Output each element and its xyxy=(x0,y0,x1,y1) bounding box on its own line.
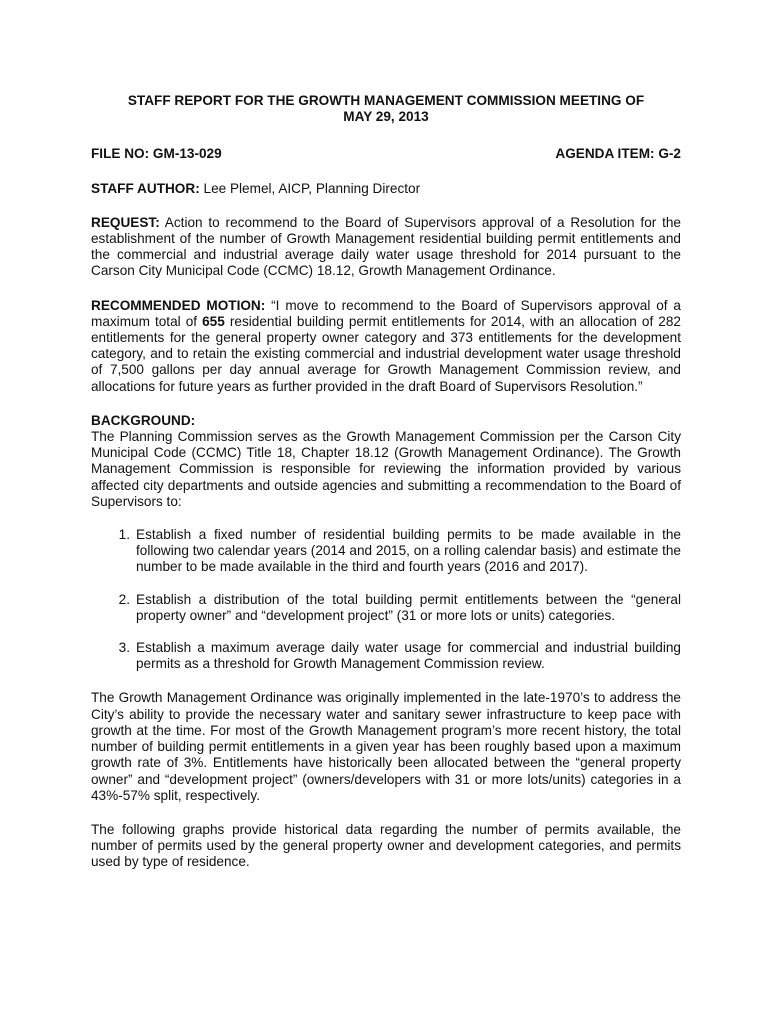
motion-label: RECOMMENDED MOTION: xyxy=(91,297,266,313)
list-item-number: 3. xyxy=(118,640,130,656)
staff-author-label: STAFF AUTHOR: xyxy=(91,180,200,196)
list-item xyxy=(91,592,681,624)
staff-author xyxy=(91,181,681,197)
agenda-item: AGENDA ITEM: G-2 xyxy=(555,146,681,162)
list-item xyxy=(91,640,681,672)
file-agenda-row xyxy=(91,146,681,162)
request-text: Action to recommend to the Board of Supervisors approval of a Resolution for the establishment of the number of Growth Management residential building permit entitlements and the commercial and industrial average daily water usage threshold for 2014 pursuant to the Carson City Municipal Code (CCMC) 18.12, Growth Management Ordinance. xyxy=(91,214,681,279)
ordinance-history-paragraph: The Growth Management Ordinance was originally implemented in the late-1970’s to address the City’s ability to provide the necessary water and sanitary sewer infrastructure to keep pace with growth at the time. For most of the Growth Management program’s more recent history, the total number of building permit entitlements in a given year has been roughly based upon a maximum growth rate of 3%. Entitlements have historically been allocated between the “general property owner” and “development project” (owners/developers with 31 or more lots/units) categories in a 43%-57% split, respectively. xyxy=(91,690,681,803)
background-intro: The Planning Commission serves as the Growth Management Commission per the Carson City Municipal Code (CCMC) Title 18, Chapter 18.12 (Growth Management Ordinance). The Growth Management Commission is responsible for reviewing the information provided by various affected city departments and outside agencies and submitting a recommendation to the Board of Supervisors to: xyxy=(91,429,681,509)
list-item-text: Establish a maximum average daily water usage for commercial and industrial building permits as a threshold for Growth Management Commission review. xyxy=(136,640,681,672)
list-item-number: 1. xyxy=(118,527,130,543)
background-heading: BACKGROUND: xyxy=(91,412,196,428)
list-item-text: Establish a distribution of the total building permit entitlements between the “general property owner” and “development project” (31 or more lots or units) categories. xyxy=(136,591,681,623)
file-number: FILE NO: GM-13-029 xyxy=(91,146,222,162)
motion-text-before: “I move to recommend to the Board of Supervisors approval of a maximum total of xyxy=(91,297,681,329)
staff-author-value: Lee Plemel, AICP, Planning Director xyxy=(199,180,421,196)
request-label: REQUEST: xyxy=(91,214,160,230)
recommended-motion-paragraph xyxy=(91,298,681,395)
list-item-number: 2. xyxy=(118,591,130,607)
request-paragraph xyxy=(91,215,681,280)
report-title-line1: STAFF REPORT FOR THE GROWTH MANAGEMENT COMMISSION MEETING OF xyxy=(127,93,645,108)
graphs-intro-paragraph: The following graphs provide historical data regarding the number of permits available, the number of permits used by the general property owner and development categories, and permits used by type of residence. xyxy=(91,821,681,870)
motion-permit-total: 655 xyxy=(202,313,225,329)
list-item xyxy=(91,527,681,576)
motion-text-after: residential building permit entitlements for 2014, with an allocation of 282 entitlements for the general property owner category and 373 entitlements for the development category, and to retain the existing commercial and industrial development water usage threshold of 7,500 gallons per day annual average for Growth Management Commission review, and allocations for future years as further provided in the draft Board of Supervisors Resolution.” xyxy=(91,313,681,394)
commission-duties-list xyxy=(91,527,681,672)
report-title xyxy=(91,93,681,125)
report-title-line2: MAY 29, 2013 xyxy=(343,109,429,125)
list-item-text: Establish a fixed number of residential building permits to be made available in the following two calendar years (2014 and 2015, on a rolling calendar basis) and estimate the number to be made available in the third and fourth years (2016 and 2017). xyxy=(136,527,681,575)
